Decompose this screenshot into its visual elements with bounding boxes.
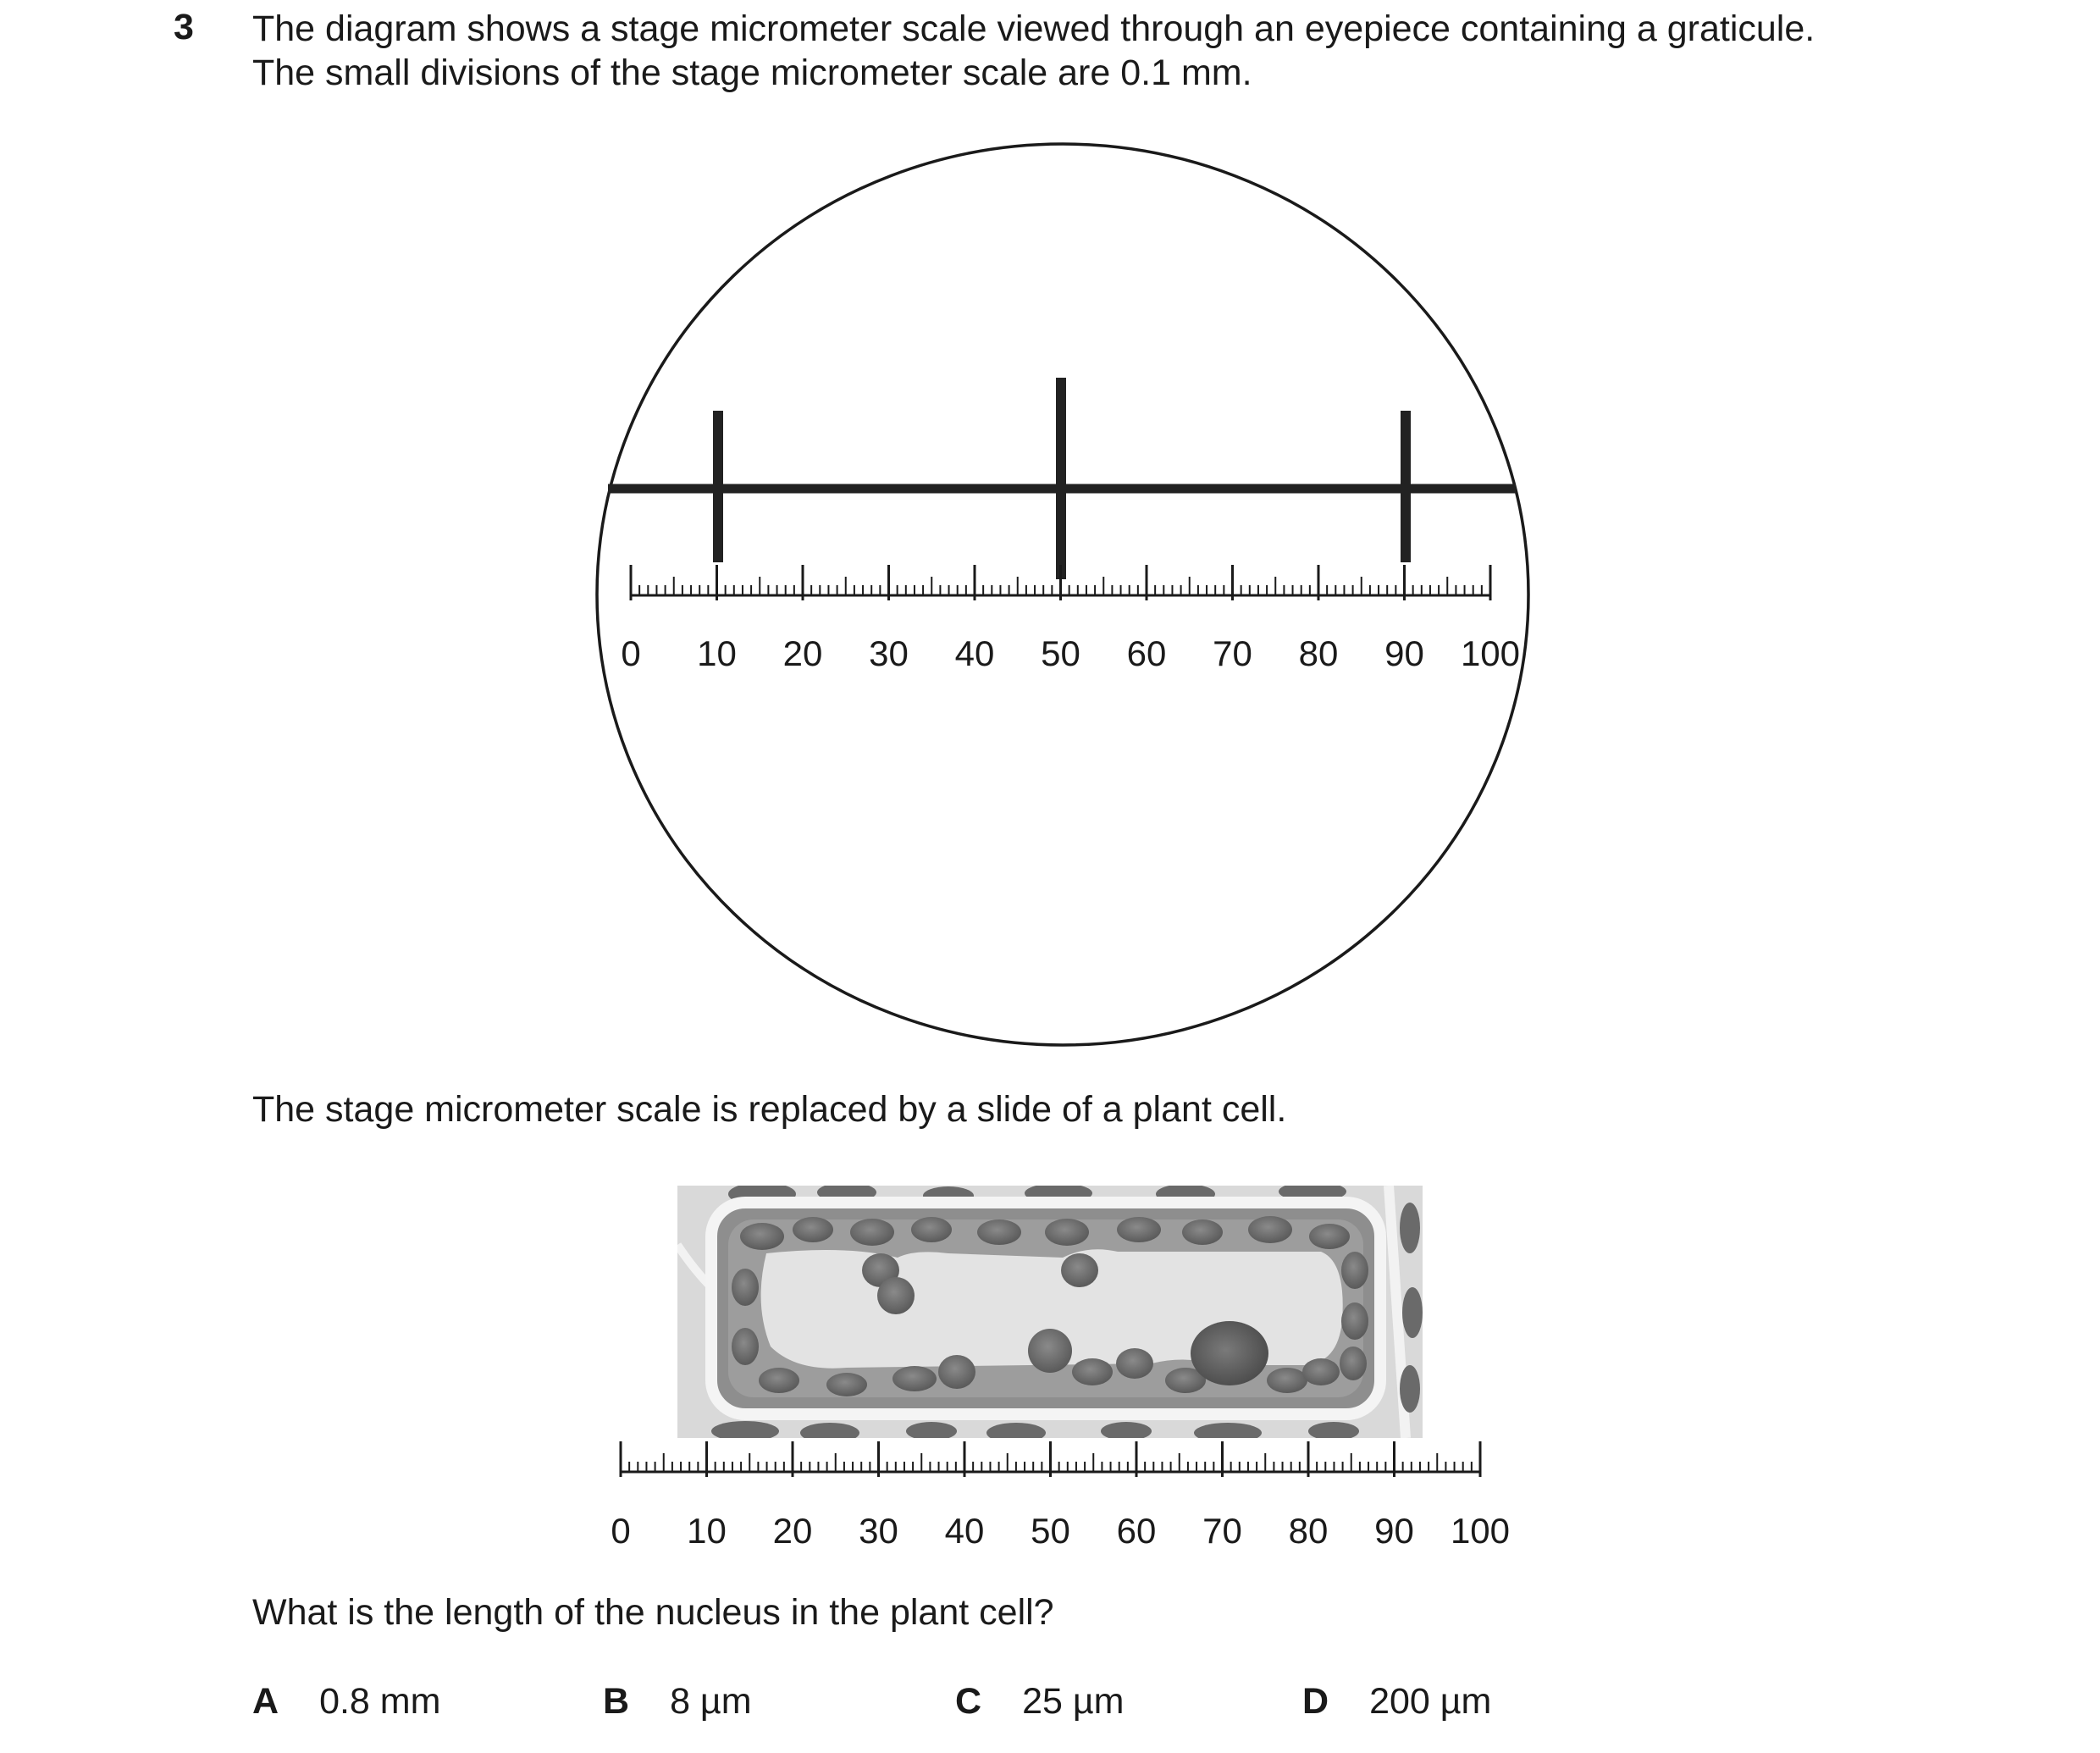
lower-scale-label-100: 100 (1450, 1511, 1511, 1551)
option-c-letter: C (955, 1681, 982, 1722)
plant-cell-micrograph (677, 1181, 1423, 1443)
upper-scale-label-90: 90 (1384, 633, 1424, 673)
question-prompt: What is the length of the nucleus in the plant cell? (252, 1592, 1054, 1633)
option-d-letter: D (1302, 1681, 1329, 1722)
stage-micrometer-scale (621, 565, 1520, 673)
lower-scale-label-10: 10 (687, 1511, 727, 1551)
cell-nucleus (1191, 1321, 1268, 1385)
option-d[interactable] (1302, 1681, 1491, 1723)
option-a-letter: A (252, 1681, 279, 1722)
lower-scale-label-0: 0 (611, 1511, 631, 1551)
option-c-value: 25 µm (1022, 1681, 1125, 1722)
lower-scale-label-60: 60 (1116, 1511, 1157, 1551)
upper-scale-label-20: 20 (782, 633, 823, 673)
option-c[interactable] (955, 1681, 1124, 1723)
lower-scale-label-90: 90 (1374, 1511, 1414, 1551)
option-b-value: 8 µm (670, 1681, 752, 1722)
lower-scale-label-80: 80 (1288, 1511, 1329, 1551)
eyepiece-graticule (608, 378, 1516, 579)
lower-scale-label-70: 70 (1202, 1511, 1242, 1551)
upper-scale-label-0: 0 (621, 633, 641, 673)
question-stem-line-2: The small divisions of the stage micrometer scale are 0.1 mm. (252, 53, 1252, 93)
option-d-value: 200 µm (1369, 1681, 1492, 1722)
upper-scale-label-10: 10 (697, 633, 737, 673)
question-stem-line-1: The diagram shows a stage micrometer scale viewed through an eyepiece containing a graticule. (252, 8, 1815, 49)
lower-scale-label-30: 30 (859, 1511, 898, 1551)
question-number: 3 (174, 7, 194, 47)
upper-scale-label-30: 30 (869, 633, 909, 673)
lower-scale-label-40: 40 (944, 1511, 985, 1551)
option-b[interactable] (603, 1681, 752, 1723)
lower-scale-label-50: 50 (1031, 1511, 1070, 1551)
option-a[interactable] (252, 1681, 440, 1723)
upper-scale-label-60: 60 (1126, 633, 1167, 673)
upper-scale-label-40: 40 (954, 633, 995, 673)
lower-scale-label-20: 20 (772, 1511, 813, 1551)
option-a-value: 0.8 mm (319, 1681, 441, 1722)
upper-scale-label-80: 80 (1298, 633, 1339, 673)
caption-plant-cell: The stage micrometer scale is replaced by a slide of a plant cell. (252, 1089, 1287, 1130)
upper-scale-label-70: 70 (1213, 633, 1252, 673)
upper-scale-label-100: 100 (1460, 633, 1521, 673)
stage-micrometer-scale-cell (611, 1441, 1510, 1551)
upper-scale-label-50: 50 (1041, 633, 1080, 673)
option-b-letter: B (603, 1681, 630, 1722)
